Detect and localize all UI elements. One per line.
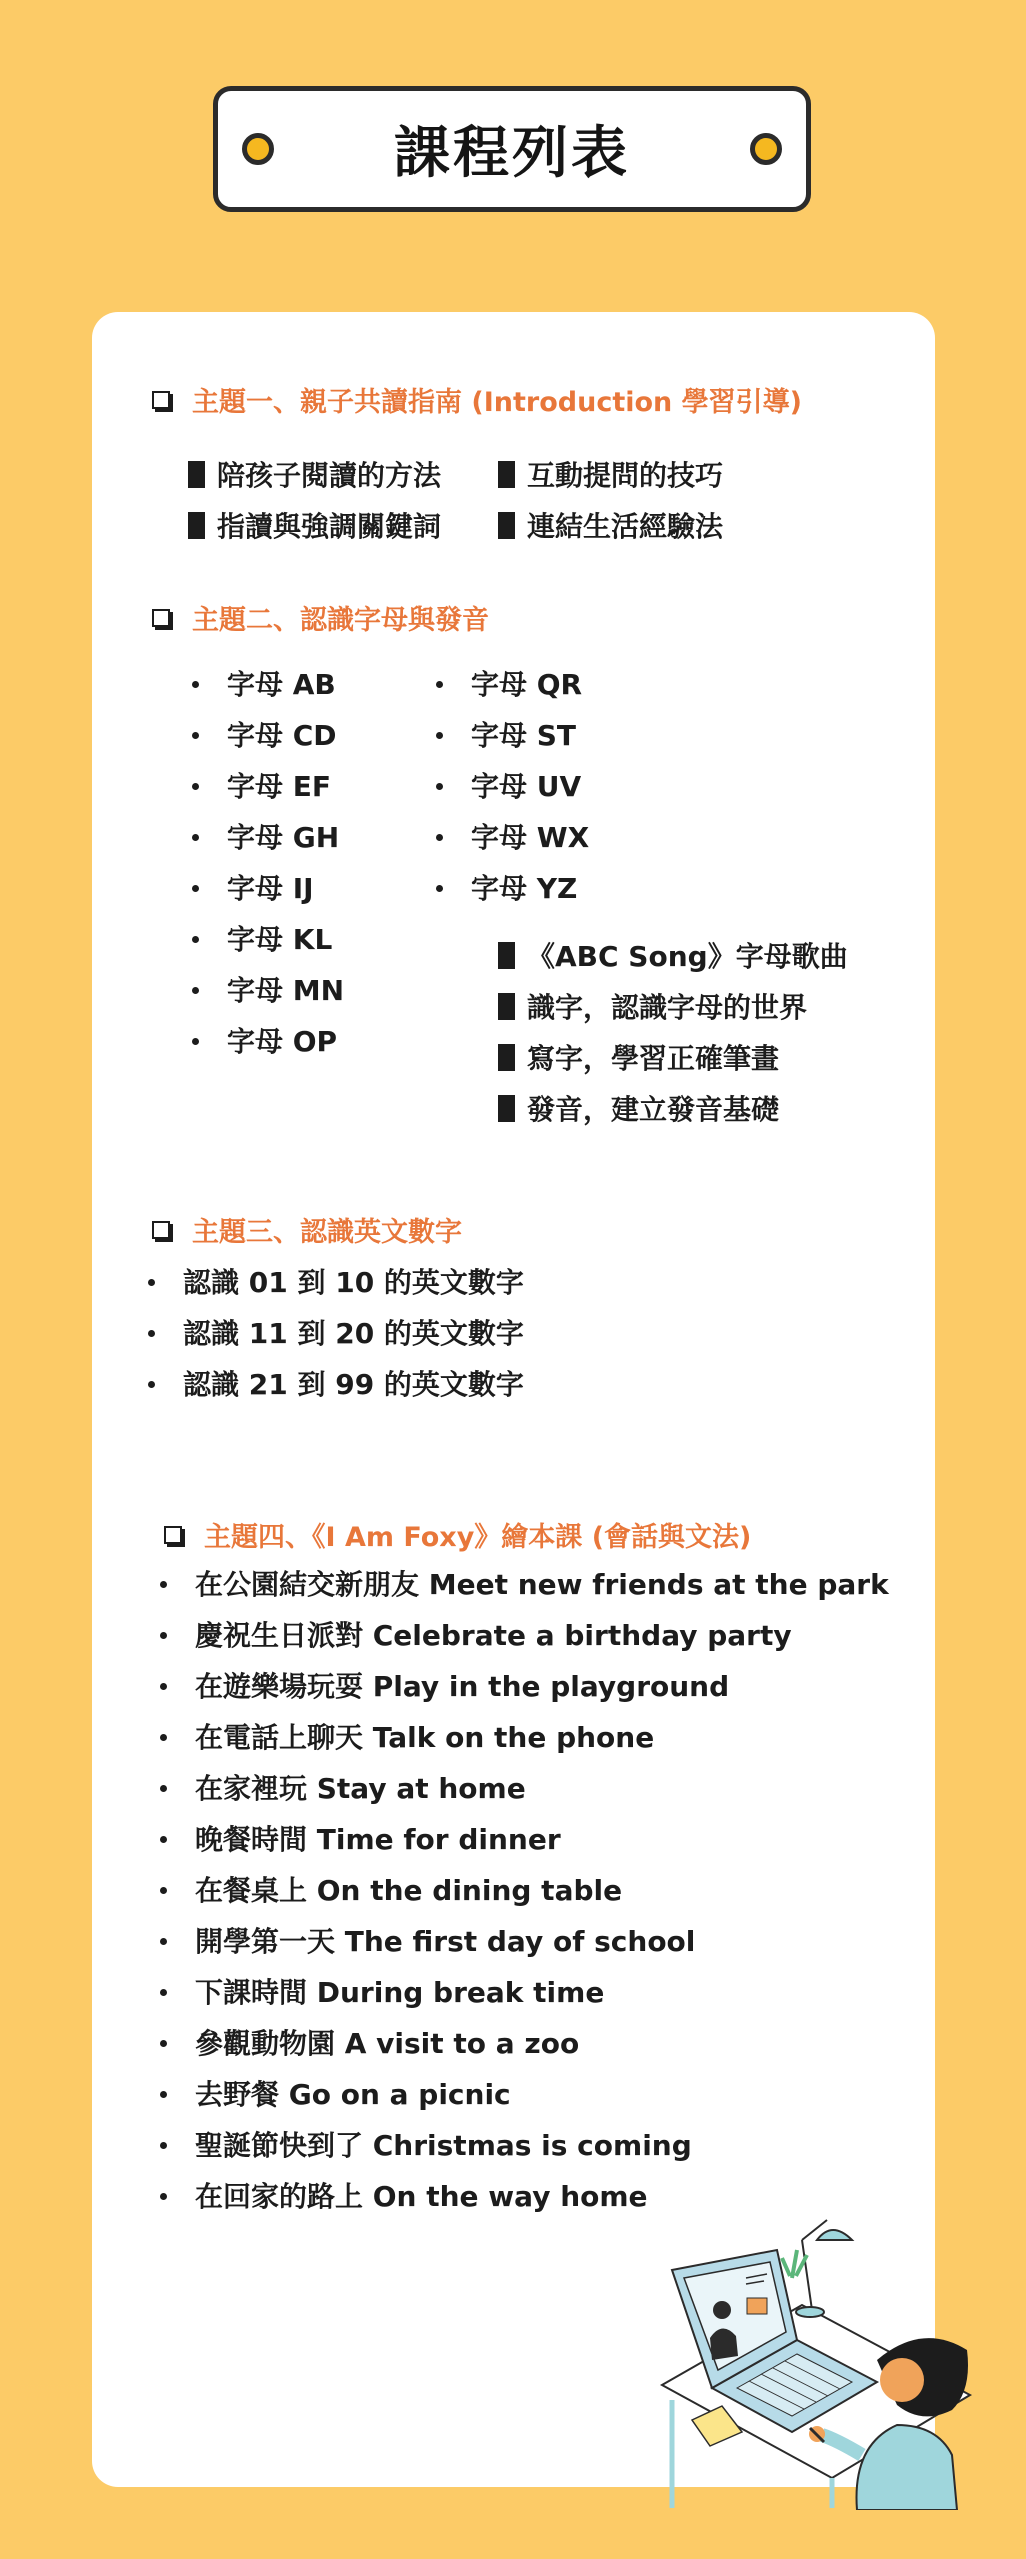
list-item: 參觀動物園 A visit to a zoo bbox=[160, 2018, 889, 2069]
list-item: 發音，建立發音基礎 bbox=[498, 1088, 848, 1128]
section1-heading-text: 主題一、親子共讀指南 (Introduction 學習引導) bbox=[192, 387, 803, 418]
list-item: 字母 QR bbox=[436, 659, 589, 710]
list-item: 字母 CD bbox=[192, 710, 344, 761]
section2-heading bbox=[152, 598, 489, 637]
list-item: 識字，認識字母的世界 bbox=[498, 986, 848, 1026]
list-item: 開學第一天 The first day of school bbox=[160, 1916, 889, 1967]
checkbox-icon bbox=[152, 609, 170, 627]
list-item: 字母 WX bbox=[436, 812, 589, 863]
section2-extras bbox=[498, 935, 848, 1128]
list-item: 陪孩子閱讀的方法 bbox=[188, 454, 441, 494]
list-item: 字母 GH bbox=[192, 812, 344, 863]
section1-col1 bbox=[188, 454, 441, 545]
square-bullet-icon bbox=[188, 461, 205, 488]
picture-book-list bbox=[160, 1559, 889, 2222]
person-at-laptop-illustration bbox=[652, 2210, 982, 2510]
square-bullet-icon bbox=[498, 1095, 515, 1122]
list-item: 連結生活經驗法 bbox=[498, 505, 723, 545]
list-item: 慶祝生日派對 Celebrate a birthday party bbox=[160, 1610, 889, 1661]
numbers-list bbox=[148, 1257, 524, 1410]
list-item: 字母 YZ bbox=[436, 863, 589, 914]
section3-heading-text: 主題三、認識英文數字 bbox=[192, 1217, 462, 1248]
section1-heading bbox=[152, 380, 802, 419]
list-item: 在家裡玩 Stay at home bbox=[160, 1763, 889, 1814]
section4-heading-text: 主題四、《I Am Foxy》繪本課 (會話與文法) bbox=[204, 1522, 752, 1553]
square-bullet-icon bbox=[498, 1044, 515, 1071]
list-item: 字母 ST bbox=[436, 710, 589, 761]
section1-col2 bbox=[498, 454, 723, 545]
list-item: 聖誕節快到了 Christmas is coming bbox=[160, 2120, 889, 2171]
course-list-card bbox=[92, 312, 935, 2487]
letters-list-col2 bbox=[436, 659, 589, 914]
list-item: 指讀與強調關鍵詞 bbox=[188, 505, 441, 545]
section2-heading-text: 主題二、認識字母與發音 bbox=[192, 605, 489, 636]
list-item: 在回家的路上 On the way home bbox=[160, 2171, 889, 2222]
list-item: 字母 MN bbox=[192, 965, 344, 1016]
checkbox-icon bbox=[152, 1221, 170, 1239]
list-item: 字母 UV bbox=[436, 761, 589, 812]
square-bullet-icon bbox=[498, 993, 515, 1020]
letters-list-col1 bbox=[192, 659, 344, 1067]
list-item: 《ABC Song》字母歌曲 bbox=[498, 935, 848, 975]
title-dot-left bbox=[242, 133, 274, 165]
square-bullet-icon bbox=[498, 512, 515, 539]
section3-heading bbox=[152, 1210, 462, 1249]
list-item: 在電話上聊天 Talk on the phone bbox=[160, 1712, 889, 1763]
section4-heading bbox=[164, 1515, 751, 1554]
list-item: 認識 01 到 10 的英文數字 bbox=[148, 1257, 524, 1308]
list-item: 在遊樂場玩耍 Play in the playground bbox=[160, 1661, 889, 1712]
list-item: 字母 OP bbox=[192, 1016, 344, 1067]
square-bullet-icon bbox=[188, 512, 205, 539]
list-item: 字母 EF bbox=[192, 761, 344, 812]
list-item: 認識 21 到 99 的英文數字 bbox=[148, 1359, 524, 1410]
list-item: 認識 11 到 20 的英文數字 bbox=[148, 1308, 524, 1359]
list-item: 互動提問的技巧 bbox=[498, 454, 723, 494]
title-dot-right bbox=[750, 133, 782, 165]
square-bullet-icon bbox=[498, 942, 515, 969]
list-item: 字母 KL bbox=[192, 914, 344, 965]
list-item: 字母 AB bbox=[192, 659, 344, 710]
list-item: 去野餐 Go on a picnic bbox=[160, 2069, 889, 2120]
list-item: 下課時間 During break time bbox=[160, 1967, 889, 2018]
list-item: 在餐桌上 On the dining table bbox=[160, 1865, 889, 1916]
checkbox-icon bbox=[164, 1526, 182, 1544]
square-bullet-icon bbox=[498, 461, 515, 488]
title-banner bbox=[213, 86, 811, 212]
list-item: 晚餐時間 Time for dinner bbox=[160, 1814, 889, 1865]
list-item: 在公園結交新朋友 Meet new friends at the park bbox=[160, 1559, 889, 1610]
list-item: 寫字，學習正確筆畫 bbox=[498, 1037, 848, 1077]
page-title: 課程列表 bbox=[394, 121, 630, 186]
checkbox-icon bbox=[152, 391, 170, 409]
list-item: 字母 IJ bbox=[192, 863, 344, 914]
